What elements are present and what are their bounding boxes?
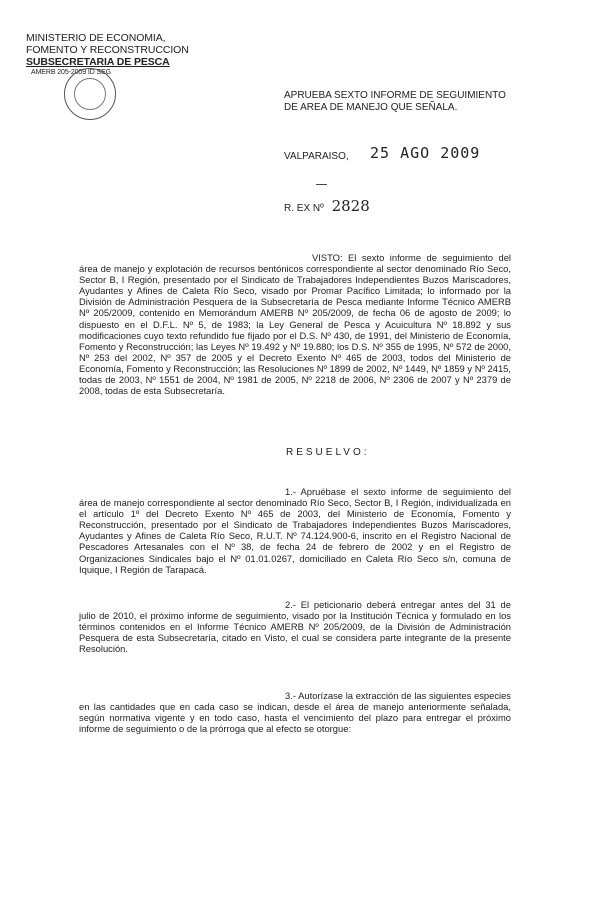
resolution-number bbox=[284, 197, 370, 215]
item-2-paragraph: 2.- El peticionario deberá entregar antes del 31 de julio de 2010, el próximo informe de seguimiento, visado por la Institución Técnica y formulado en los términos contenidos en el Informe Técnico AMERB Nº 205/2009, de la División de Administración Pesquera de esta Subsecretaría, citado en Visto, el cual se considera parte integrante de la presente Resolución. bbox=[79, 599, 511, 655]
visto-paragraph: VISTO: El sexto informe de seguimiento del área de manejo y explotación de recursos bentónicos correspondiente al sector denominado Río Seco, Sector B, I Región, presentado por el Sindicato de Trabajadores Independientes Buzos Mariscadores, Ayudantes y Afines de Caleta Río Seco, visado por Promar Pacífico Limitada; lo informado por la División de Administración Pesquera de la Subsecretaría de Pesca mediante Informe Técnico AMERB Nº 205/2009, contenido en Memorándum AMERB Nº 205/2009, de fecha 06 de agosto de 2009; lo dispuesto en el D.F.L. Nº 5, de 1983; la Ley General de Pesca y Acuicultura Nº 18.892 y sus modificaciones cuyo texto refundido fue fijado por el D.S. Nº 430, de 1991, del Ministerio de Economía, Fomento y Reconstrucción; las Leyes Nº 19.492 y Nº 19.880; los D.S. Nº 355 de 1995, Nº 572 de 2000, Nº 253 del 2002, Nº 357 de 2005 y el Decreto Exento Nº 465 de 2003, todos del Ministerio de Economía, Fomento y Reconstrucción; las Resoluciones Nº 1899 de 2002, Nº 1449, Nº 1859 y Nº 2415, todas de 2003, Nº 1551 de 2004, Nº 1981 de 2005, Nº 2218 de 2006, Nº 2306 de 2007 y Nº 2379 de 2008, todas de esta Subsecretaría. bbox=[79, 252, 511, 397]
ministry-line-3: SUBSECRETARIA DE PESCA bbox=[26, 56, 170, 68]
ministry-line-2: FOMENTO Y RECONSTRUCCION bbox=[26, 44, 189, 56]
item-3-paragraph: 3.- Autorízase la extracción de las siguientes especies en las cantidades que en cada caso se indican, desde el área de manejo anteriormente señalada, según normativa vigente y en todo caso, hasta el vencimiento del plazo para entregar el próximo informe de seguimiento o de la prórroga que al efecto se otorgue: bbox=[79, 690, 511, 735]
place-label: VALPARAISO, bbox=[284, 151, 349, 162]
subject-line-2: DE AREA DE MANEJO QUE SEÑALA. bbox=[284, 102, 458, 113]
resuelvo-heading: RESUELVO: bbox=[286, 447, 370, 458]
resolution-label: R. EX Nº bbox=[284, 203, 324, 214]
date-stamp: 25 AGO 2009 bbox=[370, 144, 481, 162]
official-seal bbox=[64, 68, 116, 120]
file-reference: AMERB 205-2009 ID SEG bbox=[31, 69, 111, 76]
ministry-line-1: MINISTERIO DE ECONOMIA, bbox=[26, 32, 166, 44]
item-1-paragraph: 1.- Apruébase el sexto informe de seguimiento del área de manejo correspondiente al sector denominado Río Seco, Sector B, I Región, individualizada en el artículo 1º del Decreto Exento Nº 465 de 2003, del Ministerio de Economía, Fomento y Reconstrucción, presentado por el Sindicato de Trabajadores Independientes Buzos Mariscadores, Ayudantes y Afines de Caleta Río Seco, R.U.T. Nº 74.124.900-6, inscrito en el Registro Nacional de Pescadores Artesanales con el Nº 38, de fecha 24 de febrero de 2002 y en el Registro de Organizaciones Sindicales bajo el Nº 01.01.0267, domiciliado en Caleta Río Seco s/n, comuna de Iquique, I Región de Tarapacá. bbox=[79, 486, 511, 575]
ministry-header bbox=[26, 32, 189, 77]
resolution-number-value: 2828 bbox=[331, 197, 370, 215]
divider-dash bbox=[316, 184, 327, 185]
resolution-subject bbox=[284, 90, 506, 114]
subject-line-1: APRUEBA SEXTO INFORME DE SEGUIMIENTO bbox=[284, 90, 506, 101]
